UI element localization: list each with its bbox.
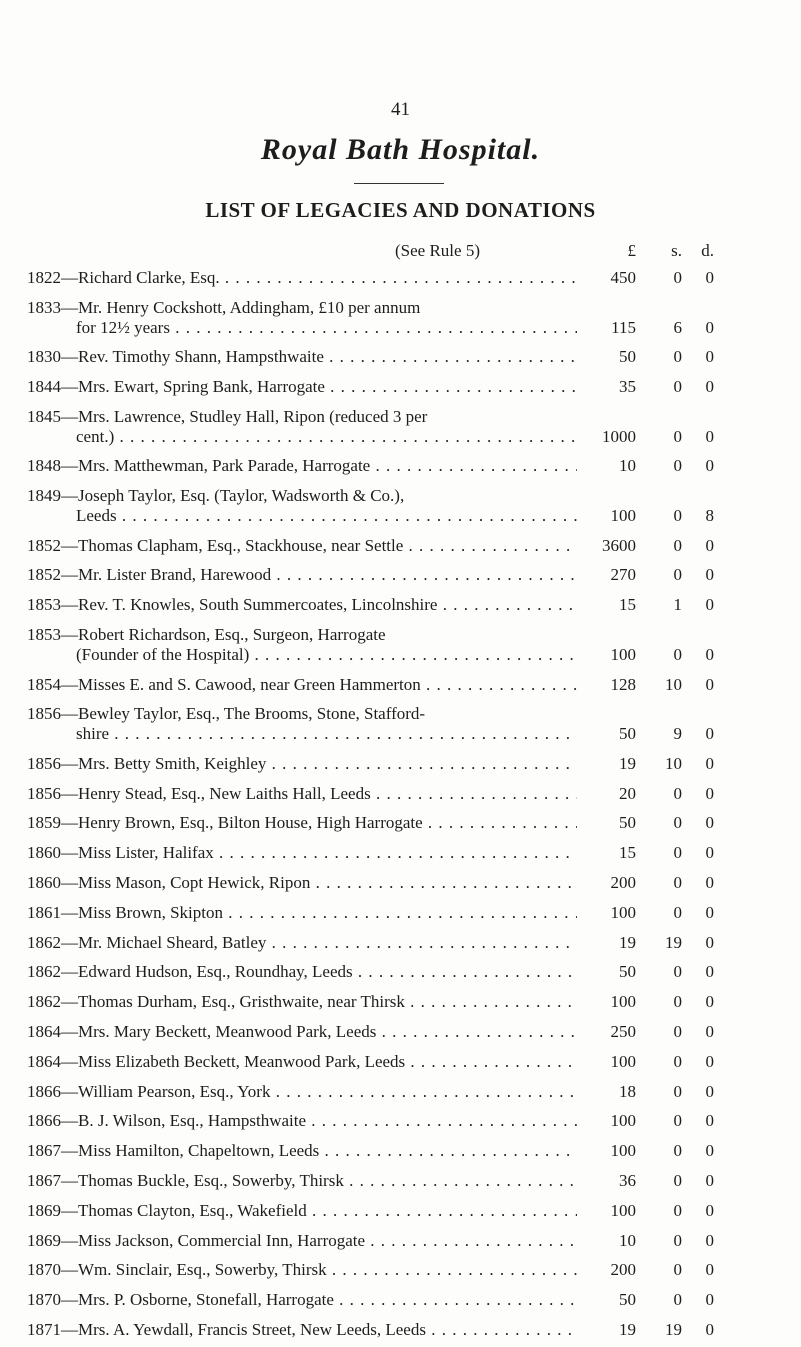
amount-shillings: 6 (673, 317, 682, 337)
amount-shillings: 19 (665, 1320, 682, 1340)
entry-name: Thomas Buckle, Esq., Sowerby, Thirsk . . . (78, 1171, 577, 1190)
amount-pounds: 18 (619, 1081, 636, 1101)
entry-name: Miss Hamilton, Chapeltown, Leeds . . . (78, 1141, 577, 1160)
entry-description: 1862—Edward Hudson, Esq., Roundhay, Leeds . . . (27, 962, 577, 982)
amount-pence: 0 (705, 873, 714, 893)
list-item (0, 595, 801, 615)
entry-year: 1848 (27, 456, 61, 476)
amount-shillings: 0 (673, 426, 682, 446)
amount-shillings: 0 (673, 1022, 682, 1042)
amount-pence: 0 (705, 535, 714, 555)
entry-year: 1860 (27, 873, 61, 893)
entry-description: 1864—Miss Elizabeth Beckett, Meanwood Park, Leeds . . . (27, 1052, 577, 1072)
entry-description: 1869—Thomas Clayton, Esq., Wakefield . . . (27, 1201, 577, 1221)
entry-year: 1866 (27, 1111, 61, 1131)
list-title: LIST OF LEGACIES AND DONATIONS (205, 198, 596, 222)
entry-year: 1867 (27, 1141, 61, 1161)
entry-description: 1833—Mr. Henry Cockshott, Addingham, £10 per annum for 12½ years . . . (27, 298, 577, 338)
entry-description: 1830—Rev. Timothy Shann, Hampsthwaite . . . (27, 347, 577, 367)
amount-pence: 0 (705, 595, 714, 615)
pounds-column-header: £ (627, 241, 636, 260)
entry-name: Joseph Taylor, Esq. (Taylor, Wadsworth & Co.), (78, 486, 405, 506)
list-item (0, 1171, 801, 1191)
list-item (0, 625, 801, 665)
entry-description: 1870—Wm. Sinclair, Esq., Sowerby, Thirsk . . . (27, 1260, 577, 1280)
amount-shillings: 0 (673, 1200, 682, 1220)
amount-pence: 0 (705, 1171, 714, 1191)
entry-description: 1854—Misses E. and S. Cawood, near Green Hammerton . . . (27, 675, 577, 695)
amount-pence: 0 (705, 992, 714, 1012)
entry-name: Mrs. Matthewman, Park Parade, Harrogate . . . (78, 456, 577, 475)
amount-shillings: 0 (673, 962, 682, 982)
entry-description: 1862—Mr. Michael Sheard, Batley . . . (27, 933, 577, 953)
amount-pounds: 3600 (602, 535, 636, 555)
entry-description: 1866—William Pearson, Esq., York . . . (27, 1082, 577, 1102)
amount-pounds: 128 (610, 674, 636, 694)
list-item (0, 536, 801, 556)
amount-pence: 0 (705, 674, 714, 694)
amount-shillings: 19 (665, 932, 682, 952)
list-item (0, 347, 801, 367)
entry-year: 1856 (27, 753, 61, 773)
list-item (0, 843, 801, 863)
amount-pence: 0 (705, 347, 714, 367)
entry-description: 1856—Bewley Taylor, Esq., The Brooms, Stone, Stafford- shire . . . (27, 704, 577, 744)
entry-description: 1867—Thomas Buckle, Esq., Sowerby, Thirsk . . . (27, 1171, 577, 1191)
amount-shillings: 0 (673, 843, 682, 863)
entry-name: Miss Mason, Copt Hewick, Ripon . . . (78, 873, 577, 892)
entry-year: 1861 (27, 902, 61, 922)
list-item (0, 704, 801, 744)
amount-shillings: 0 (673, 1260, 682, 1280)
amount-pounds: 50 (619, 813, 636, 833)
entry-year: 1864 (27, 1022, 61, 1042)
entry-name: Miss Brown, Skipton . . . (78, 903, 577, 922)
list-item (0, 1260, 801, 1280)
entry-name: Mrs. Lawrence, Studley Hall, Ripon (reduced 3 per (78, 406, 428, 426)
amount-pounds: 100 (610, 902, 636, 922)
amount-pounds: 200 (610, 873, 636, 893)
hospital-title: Royal Bath Hospital. (260, 133, 541, 166)
amount-shillings: 0 (673, 783, 682, 803)
entry-year: 1870 (27, 1290, 61, 1310)
entry-year: 1856 (27, 704, 61, 724)
amount-pounds: 200 (610, 1260, 636, 1280)
entry-description: 1859—Henry Brown, Esq., Bilton House, High Harrogate . . . (27, 813, 577, 833)
entry-name: Thomas Clapham, Esq., Stackhouse, near Settle . . . (78, 536, 577, 555)
entry-year: 1866 (27, 1081, 61, 1101)
list-item (0, 1022, 801, 1042)
entry-description: 1864—Mrs. Mary Beckett, Meanwood Park, Leeds . . . (27, 1022, 577, 1042)
list-item (0, 1231, 801, 1251)
amount-pence: 0 (705, 783, 714, 803)
entry-name: Rev. T. Knowles, South Summercoates, Lincolnshire . . . (78, 595, 577, 614)
entry-name: Henry Stead, Esq., New Laiths Hall, Leeds . . . (78, 784, 577, 803)
amount-shillings: 0 (673, 1081, 682, 1101)
amount-pence: 0 (705, 317, 714, 337)
amount-shillings: 1 (673, 595, 682, 615)
entry-name: Mrs. Betty Smith, Keighley . . . (78, 754, 577, 773)
amount-pounds: 1000 (602, 426, 636, 446)
list-item (0, 268, 801, 288)
entry-description: 1860—Miss Lister, Halifax . . . (27, 843, 577, 863)
amount-shillings: 0 (673, 1290, 682, 1310)
entry-name: Rev. Timothy Shann, Hampsthwaite . . . (78, 347, 577, 366)
entry-description: 1866—B. J. Wilson, Esq., Hampsthwaite . . . (27, 1111, 577, 1131)
amount-pounds: 100 (610, 1141, 636, 1161)
entry-name: Mrs. Ewart, Spring Bank, Harrogate . . . (78, 377, 577, 396)
amount-pounds: 270 (610, 565, 636, 585)
entry-year: 1849 (27, 486, 61, 506)
entry-name: Thomas Durham, Esq., Gristhwaite, near Thirsk . . . (78, 992, 577, 1011)
amount-pence: 8 (705, 506, 714, 526)
list-item (0, 933, 801, 953)
entry-description: 1853—Robert Richardson, Esq., Surgeon, Harrogate (Founder of the Hospital) . . . (27, 625, 577, 665)
amount-shillings: 0 (673, 813, 682, 833)
amount-pounds: 50 (619, 347, 636, 367)
entry-name: B. J. Wilson, Esq., Hampsthwaite . . . (78, 1111, 577, 1130)
entry-year: 1853 (27, 625, 61, 645)
amount-pence: 0 (705, 843, 714, 863)
amount-pounds: 20 (619, 783, 636, 803)
amount-pence: 0 (705, 813, 714, 833)
entry-year: 1853 (27, 595, 61, 615)
list-item (0, 784, 801, 804)
shillings-column-header: s. (671, 241, 682, 260)
list-item (0, 962, 801, 982)
amount-pounds: 15 (619, 843, 636, 863)
amount-shillings: 0 (673, 506, 682, 526)
amount-pounds: 50 (619, 724, 636, 744)
entry-year: 1867 (27, 1171, 61, 1191)
amount-pounds: 100 (610, 992, 636, 1012)
list-item (0, 1320, 801, 1340)
amount-pence: 0 (705, 1320, 714, 1340)
amount-shillings: 10 (665, 674, 682, 694)
entry-description: 1848—Mrs. Matthewman, Park Parade, Harrogate . . . (27, 456, 577, 476)
entry-name: Misses E. and S. Cawood, near Green Hammerton . . . (78, 675, 577, 694)
amount-pounds: 100 (610, 645, 636, 665)
amount-pounds: 250 (610, 1022, 636, 1042)
entry-name: Richard Clarke, Esq. . . . (78, 268, 577, 287)
entry-name: Mrs. Mary Beckett, Meanwood Park, Leeds . . . (78, 1022, 577, 1041)
amount-pence: 0 (705, 426, 714, 446)
entry-year: 1869 (27, 1200, 61, 1220)
entry-description: 1853—Rev. T. Knowles, South Summercoates, Lincolnshire . . . (27, 595, 577, 615)
entry-name: William Pearson, Esq., York . . . (78, 1082, 577, 1101)
list-item (0, 1290, 801, 1310)
entry-name: Miss Lister, Halifax . . . (78, 843, 577, 862)
entry-year: 1830 (27, 347, 61, 367)
entry-year: 1844 (27, 377, 61, 397)
amount-pounds: 450 (610, 268, 636, 287)
amount-pence: 0 (705, 456, 714, 476)
list-item (0, 565, 801, 585)
list-item (0, 407, 801, 447)
entry-description: 1844—Mrs. Ewart, Spring Bank, Harrogate . . . (27, 377, 577, 397)
list-item (0, 754, 801, 774)
entry-year: 1871 (27, 1320, 61, 1340)
entry-year: 1856 (27, 783, 61, 803)
amount-shillings: 0 (673, 347, 682, 367)
entry-name: Wm. Sinclair, Esq., Sowerby, Thirsk . . . (78, 1260, 577, 1279)
list-item (0, 813, 801, 833)
list-item (0, 1141, 801, 1161)
amount-shillings: 0 (673, 1111, 682, 1131)
amount-shillings: 0 (673, 268, 682, 287)
entry-year: 1869 (27, 1230, 61, 1250)
entry-year: 1862 (27, 932, 61, 952)
amount-shillings: 0 (673, 535, 682, 555)
amount-pence: 0 (705, 565, 714, 585)
list-item (0, 298, 801, 338)
entry-year: 1870 (27, 1260, 61, 1280)
entry-name-continued: for 12½ years . . . (27, 318, 577, 338)
entry-description: 1856—Henry Stead, Esq., New Laiths Hall, Leeds . . . (27, 784, 577, 804)
entry-description: 1861—Miss Brown, Skipton . . . (27, 903, 577, 923)
amount-shillings: 0 (673, 1230, 682, 1250)
entry-name-continued: Leeds . . . (27, 506, 577, 526)
amount-pence: 0 (705, 1022, 714, 1042)
entry-name: Mrs. A. Yewdall, Francis Street, New Leeds, Leeds . . . (78, 1320, 577, 1339)
amount-shillings: 9 (673, 724, 682, 744)
entry-year: 1854 (27, 674, 61, 694)
amount-shillings: 0 (673, 456, 682, 476)
list-item (0, 1111, 801, 1131)
amount-pounds: 19 (619, 753, 636, 773)
list-item (0, 992, 801, 1012)
entry-description: 1862—Thomas Durham, Esq., Gristhwaite, near Thirsk . . . (27, 992, 577, 1012)
entry-year: 1860 (27, 843, 61, 863)
list-item (0, 873, 801, 893)
list-item (0, 1201, 801, 1221)
entry-name: Miss Elizabeth Beckett, Meanwood Park, Leeds . . . (78, 1052, 577, 1071)
pence-column-header: d. (701, 241, 714, 260)
amount-shillings: 0 (673, 377, 682, 397)
amount-pounds: 100 (610, 1111, 636, 1131)
amount-pence: 0 (705, 1260, 714, 1280)
amount-shillings: 0 (673, 902, 682, 922)
amount-pounds: 36 (619, 1171, 636, 1191)
amount-shillings: 10 (665, 753, 682, 773)
entry-name-continued: shire . . . (27, 724, 577, 744)
entry-description: 1867—Miss Hamilton, Chapeltown, Leeds . . . (27, 1141, 577, 1161)
list-item (0, 456, 801, 476)
page-number: 41 (391, 99, 410, 120)
amount-pounds: 15 (619, 595, 636, 615)
entry-name: Mrs. P. Osborne, Stonefall, Harrogate . . . (78, 1290, 577, 1309)
amount-pence: 0 (705, 902, 714, 922)
entry-description: 1871—Mrs. A. Yewdall, Francis Street, New Leeds, Leeds . . . (27, 1320, 577, 1340)
amount-pounds: 50 (619, 1290, 636, 1310)
entry-description: 1852—Thomas Clapham, Esq., Stackhouse, near Settle . . . (27, 536, 577, 556)
title-divider (354, 183, 444, 184)
entry-name: Mr. Michael Sheard, Batley . . . (78, 933, 577, 952)
amount-shillings: 0 (673, 873, 682, 893)
entry-description: 1822—Richard Clarke, Esq. . . . (27, 268, 577, 288)
amount-pounds: 100 (610, 1200, 636, 1220)
entry-description: 1869—Miss Jackson, Commercial Inn, Harrogate . . . (27, 1231, 577, 1251)
amount-pence: 0 (705, 1230, 714, 1250)
amount-pounds: 115 (611, 317, 636, 337)
entry-description: 1856—Mrs. Betty Smith, Keighley . . . (27, 754, 577, 774)
entry-year: 1862 (27, 992, 61, 1012)
amount-pounds: 10 (619, 456, 636, 476)
entry-year: 1852 (27, 565, 61, 585)
entry-name: Henry Brown, Esq., Bilton House, High Harrogate . . . (78, 813, 577, 832)
entry-name: Thomas Clayton, Esq., Wakefield . . . (78, 1201, 577, 1220)
entry-name: Bewley Taylor, Esq., The Brooms, Stone, Stafford- (78, 704, 426, 724)
entry-name: Edward Hudson, Esq., Roundhay, Leeds . . . (78, 962, 577, 981)
entry-year: 1833 (27, 297, 61, 317)
entry-year: 1862 (27, 962, 61, 982)
amount-pence: 0 (705, 1200, 714, 1220)
rule-note: (See Rule 5) (395, 241, 480, 260)
amount-shillings: 0 (673, 1171, 682, 1191)
amount-pence: 0 (705, 724, 714, 744)
entry-year: 1852 (27, 535, 61, 555)
amount-pounds: 19 (619, 932, 636, 952)
entry-name: Mr. Lister Brand, Harewood . . . (78, 565, 577, 584)
entry-name: Miss Jackson, Commercial Inn, Harrogate . . . (78, 1231, 577, 1250)
amount-pence: 0 (705, 1290, 714, 1310)
list-item (0, 1082, 801, 1102)
amount-pounds: 35 (619, 377, 636, 397)
list-item (0, 675, 801, 695)
list-item (0, 1052, 801, 1072)
amount-shillings: 0 (673, 1141, 682, 1161)
amount-pence: 0 (705, 932, 714, 952)
legacies-list (0, 265, 801, 1340)
list-item (0, 377, 801, 397)
amount-shillings: 0 (673, 1051, 682, 1071)
amount-pence: 0 (705, 377, 714, 397)
entry-name: Mr. Henry Cockshott, Addingham, £10 per annum (78, 297, 421, 317)
entry-description: 1852—Mr. Lister Brand, Harewood . . . (27, 565, 577, 585)
entry-name-continued: (Founder of the Hospital) . . . (27, 645, 577, 665)
amount-shillings: 0 (673, 992, 682, 1012)
amount-pounds: 100 (610, 506, 636, 526)
amount-pounds: 100 (610, 1051, 636, 1071)
entry-description: 1860—Miss Mason, Copt Hewick, Ripon . . . (27, 873, 577, 893)
amount-pounds: 10 (619, 1230, 636, 1250)
entry-name: Robert Richardson, Esq., Surgeon, Harrogate (78, 625, 386, 645)
amount-pence: 0 (705, 1111, 714, 1131)
amount-pence: 0 (705, 268, 714, 287)
list-item (0, 903, 801, 923)
entry-year: 1822 (27, 268, 61, 287)
amount-shillings: 0 (673, 565, 682, 585)
entry-year: 1864 (27, 1051, 61, 1071)
entry-year: 1859 (27, 813, 61, 833)
column-header-row (0, 241, 801, 265)
list-item (0, 486, 801, 526)
amount-pence: 0 (705, 1141, 714, 1161)
amount-pence: 0 (705, 1051, 714, 1071)
amount-pounds: 50 (619, 962, 636, 982)
entry-year: 1845 (27, 406, 61, 426)
amount-pence: 0 (705, 753, 714, 773)
amount-pounds: 19 (619, 1320, 636, 1340)
entry-description: 1849—Joseph Taylor, Esq. (Taylor, Wadsworth & Co.), Leeds . . . (27, 486, 577, 526)
entry-name-continued: cent.) . . . (27, 427, 577, 447)
amount-shillings: 0 (673, 645, 682, 665)
entry-description: 1870—Mrs. P. Osborne, Stonefall, Harrogate . . . (27, 1290, 577, 1310)
entry-description: 1845—Mrs. Lawrence, Studley Hall, Ripon (reduced 3 per cent.) . . . (27, 407, 577, 447)
amount-pence: 0 (705, 1081, 714, 1101)
amount-pence: 0 (705, 962, 714, 982)
amount-pence: 0 (705, 645, 714, 665)
